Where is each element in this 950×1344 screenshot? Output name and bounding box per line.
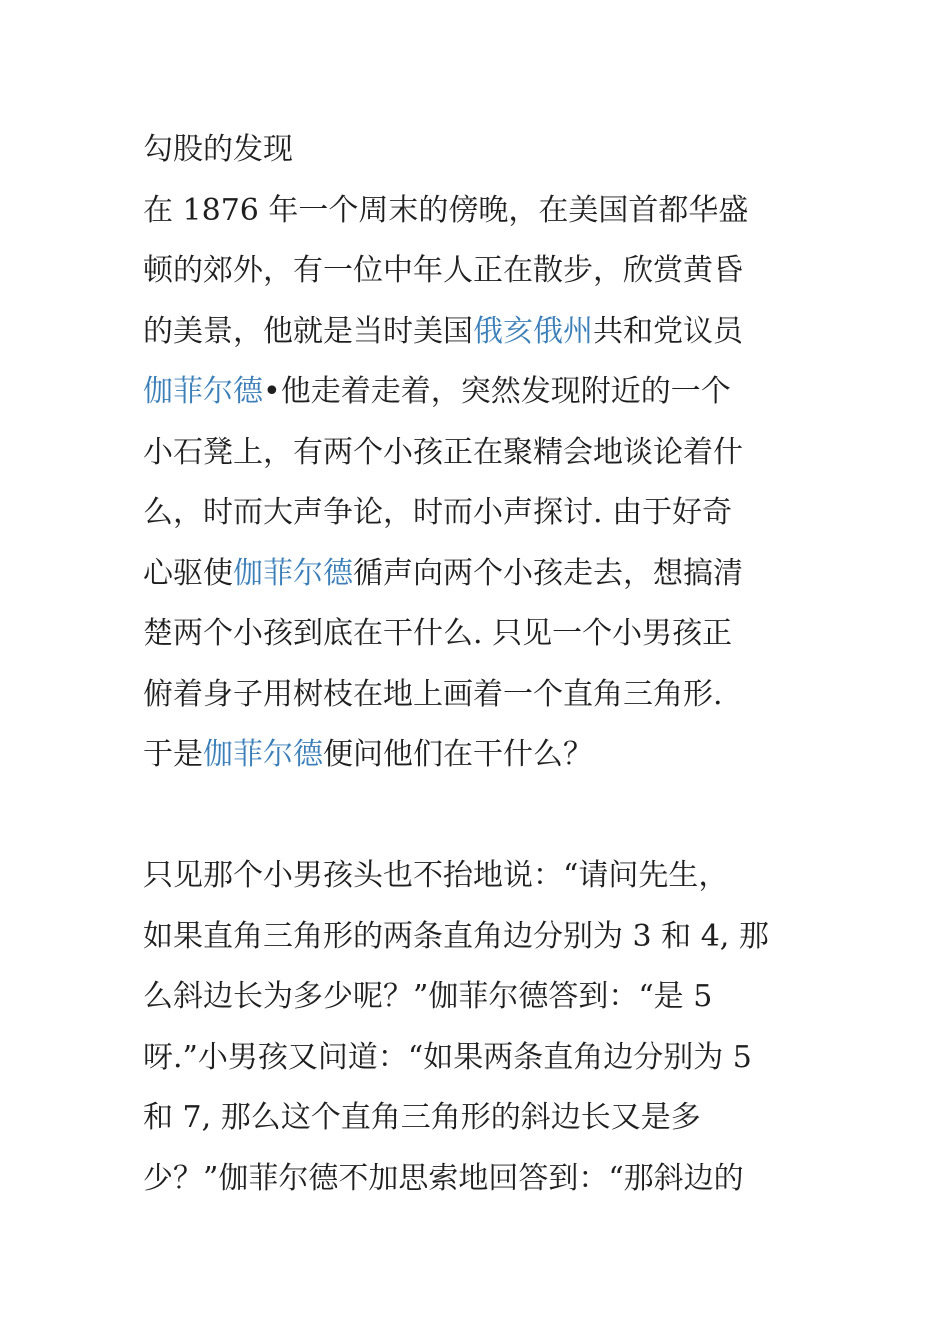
text-span: 小石凳上，有两个小孩正在聚精会地谈论着什 xyxy=(143,434,743,470)
text-span: 如果直角三角形的两条直角边分别为 3 和 4, 那 xyxy=(143,918,769,954)
text-span: •他走着走着，突然发现附近的一个 xyxy=(263,374,731,409)
paragraph-2 xyxy=(143,846,813,1209)
paragraph-1 xyxy=(143,181,813,786)
text-line xyxy=(143,302,813,363)
text-span: 么，时而大声争论，时而小声探讨. 由于好奇 xyxy=(143,495,733,530)
text-span: 循声向两个小孩走去，想搞清 xyxy=(353,555,743,591)
text-span: 便问他们在干什么？ xyxy=(323,737,593,772)
text-line xyxy=(143,725,813,786)
text-span: 楚两个小孩到底在干什么. 只见一个小男孩正 xyxy=(143,616,733,651)
text-line xyxy=(143,1028,813,1089)
text-line xyxy=(143,544,813,605)
text-line xyxy=(143,967,813,1028)
text-line xyxy=(143,907,813,968)
text-span: 呀.”小男孩又问道：“如果两条直角边分别为 5 xyxy=(143,1039,752,1075)
text-span: 么斜边长为多少呢？”伽菲尔德答到：“是 5 xyxy=(143,979,713,1014)
text-span: 少？”伽菲尔德不加思索地回答到：“那斜边的 xyxy=(143,1160,744,1196)
text-span: 共和党议员 xyxy=(593,313,743,349)
text-line xyxy=(143,846,813,907)
paragraph-gap xyxy=(143,786,813,847)
text-span: 于是 xyxy=(143,737,203,772)
text-span: 顿的郊外，有一位中年人正在散步，欣赏黄昏 xyxy=(143,253,743,288)
text-line xyxy=(143,423,813,484)
text-line xyxy=(143,665,813,726)
document-title: 勾股的发现 xyxy=(143,132,293,167)
text-line xyxy=(143,483,813,544)
text-span: 心驱使 xyxy=(143,555,233,591)
text-span: 在 1876 年一个周末的傍晚，在美国首都华盛 xyxy=(143,192,749,228)
hyperlink[interactable]: 伽菲尔德 xyxy=(143,374,263,409)
text-line xyxy=(143,241,813,302)
text-line xyxy=(143,362,813,423)
text-span: 俯着身子用树枝在地上画着一个直角三角形. xyxy=(143,676,723,712)
hyperlink[interactable]: 伽菲尔德 xyxy=(233,555,353,591)
text-line xyxy=(143,1088,813,1149)
text-span: 的美景，他就是当时美国 xyxy=(143,313,473,349)
hyperlink[interactable]: 伽菲尔德 xyxy=(203,737,323,772)
text-span: 只见那个小男孩头也不抬地说：“请问先生， xyxy=(143,858,729,893)
text-line xyxy=(143,604,813,665)
text-line xyxy=(143,1149,813,1210)
document-body xyxy=(143,120,813,1209)
text-span: 和 7, 那么这个直角三角形的斜边长又是多 xyxy=(143,1100,701,1135)
text-line xyxy=(143,181,813,242)
hyperlink[interactable]: 俄亥俄州 xyxy=(473,313,593,349)
